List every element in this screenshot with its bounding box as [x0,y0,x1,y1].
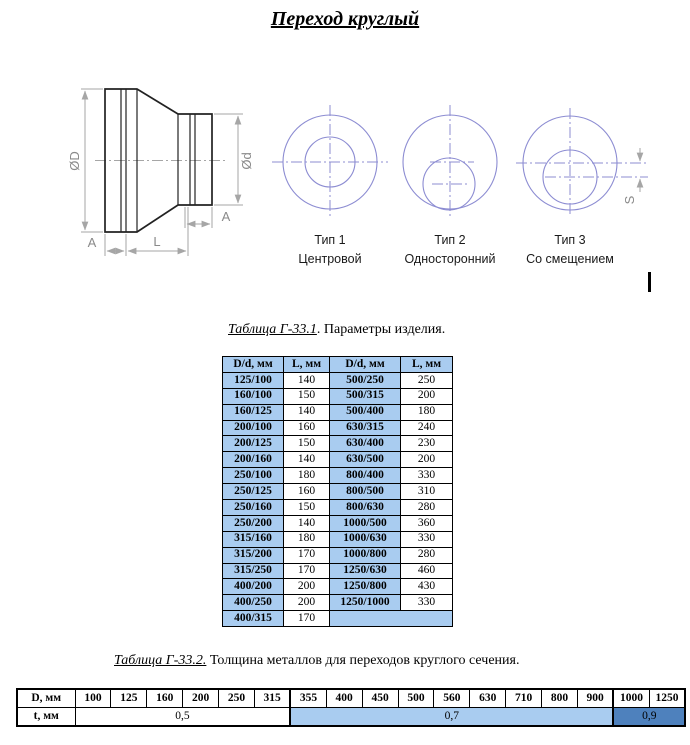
thickness-row-label: t, мм [17,708,75,727]
l-cell: 160 [284,484,330,500]
table1-row [223,452,453,468]
table2-diameter-row [17,689,685,708]
diameter-row-label: D, мм [17,689,75,708]
l-cell: 160 [284,420,330,436]
l-cell: 140 [284,515,330,531]
table1-row [223,547,453,563]
diameter-cell: 125 [111,689,147,708]
page-title: Переход круглый [270,8,420,30]
l-cell: 180 [284,531,330,547]
table1-row [223,436,453,452]
dd-cell: 160/100 [223,388,284,404]
table1-body [223,372,453,626]
thickness-cell: 0,9 [613,708,685,727]
dd-cell: 800/630 [330,500,401,516]
l-cell: 140 [284,372,330,388]
table2-thickness-row [17,708,685,727]
table1-row [223,468,453,484]
l-cell: 200 [401,388,453,404]
dd-cell: 1000/630 [330,531,401,547]
table1-row [223,563,453,579]
l-cell: 240 [401,420,453,436]
l-cell: 460 [401,563,453,579]
dd-cell: 800/400 [330,468,401,484]
dd-cell: 315/200 [223,547,284,563]
diameter-cell: 160 [147,689,183,708]
dim-label-small-diameter: Ød [239,152,254,170]
dd-cell: 400/200 [223,579,284,595]
table1-row [223,388,453,404]
table1-row [223,595,453,611]
dd-cell: 800/500 [330,484,401,500]
table1-caption [228,322,445,338]
dim-label-length: L [153,234,161,249]
l-cell: 310 [401,484,453,500]
table1-row [223,579,453,595]
technical-drawing [0,55,690,305]
dd-cell: 500/315 [330,388,401,404]
diameter-cell: 100 [75,689,111,708]
dim-label-offset: S [622,195,637,205]
dim-label-big-diameter: ØD [67,151,82,171]
dd-cell: 630/500 [330,452,401,468]
table2-caption-ref: Таблица Г-33.2. [114,653,207,668]
dd-cell: 250/200 [223,515,284,531]
table1-header-l1: L, мм [284,357,330,373]
table2-caption-text: Толщина металлов для переходов круглого сечения. [206,653,520,668]
table1-header-dd1: D/d, мм [223,357,284,373]
diameter-cell: 400 [326,689,362,708]
type1-desc: Центровой [298,252,362,266]
thickness-cell: 0,7 [290,708,613,727]
type1-name: Тип 1 [314,233,346,247]
diameter-cell: 800 [542,689,578,708]
l-cell: 200 [284,579,330,595]
diameter-cell: 630 [470,689,506,708]
l-cell: 230 [401,436,453,452]
table1-row [223,372,453,388]
l-cell: 150 [284,500,330,516]
diameter-cell: 500 [398,689,434,708]
dd-cell: 125/100 [223,372,284,388]
l-cell: 200 [401,452,453,468]
l-cell: 330 [401,595,453,611]
diameter-cell: 200 [183,689,219,708]
diameter-cell: 1000 [613,689,649,708]
table2 [16,688,686,727]
l-cell: 330 [401,531,453,547]
dd-cell: 1250/630 [330,563,401,579]
dd-cell: 400/250 [223,595,284,611]
type2-desc: Односторонний [404,252,496,266]
dd-cell: 500/250 [330,372,401,388]
table1-header-dd2: D/d, мм [330,357,401,373]
l-cell: 150 [284,388,330,404]
l-cell: 330 [401,468,453,484]
dd-cell: 250/125 [223,484,284,500]
table1-caption-ref: Таблица Г-33.1 [228,322,317,337]
diameter-cell: 355 [290,689,326,708]
dd-cell: 500/400 [330,404,401,420]
thickness-cell: 0,5 [75,708,290,727]
table1-row [223,611,453,627]
diameter-cell: 315 [254,689,290,708]
type3-diagram [516,108,648,215]
table2-body [17,689,685,726]
dd-cell: 200/160 [223,452,284,468]
table1-caption-text: . Параметры изделия. [316,322,446,337]
diameter-cell: 560 [434,689,470,708]
type-captions [298,233,613,266]
table1-row [223,515,453,531]
type3-name: Тип 3 [554,233,586,247]
l-cell: 170 [284,611,330,627]
l-cell: 140 [284,404,330,420]
table1-row [223,420,453,436]
type2-diagram [403,105,497,219]
table1-row [223,404,453,420]
type1-diagram [272,105,388,219]
dd-cell: 1250/1000 [330,595,401,611]
l-cell: 140 [284,452,330,468]
empty-merged-cell [330,611,453,627]
type2-name: Тип 2 [434,233,466,247]
l-cell: 150 [284,436,330,452]
dd-cell: 250/100 [223,468,284,484]
table1-row [223,531,453,547]
table1-header-row [223,357,453,373]
l-cell: 280 [401,500,453,516]
diameter-cell: 450 [362,689,398,708]
dd-cell: 1000/800 [330,547,401,563]
l-cell: 250 [401,372,453,388]
dd-cell: 200/125 [223,436,284,452]
dd-cell: 400/315 [223,611,284,627]
text-cursor [648,272,651,292]
l-cell: 430 [401,579,453,595]
dd-cell: 315/160 [223,531,284,547]
table1-row [223,500,453,516]
table1-header-l2: L, мм [401,357,453,373]
table2-caption [114,653,519,669]
diameter-cell: 1250 [649,689,685,708]
dd-cell: 1250/800 [330,579,401,595]
l-cell: 170 [284,547,330,563]
diameter-cell: 250 [219,689,255,708]
l-cell: 360 [401,515,453,531]
dd-cell: 250/160 [223,500,284,516]
reducer-side-view [67,89,254,256]
table1-row [223,484,453,500]
dd-cell: 200/100 [223,420,284,436]
type3-desc: Со смещением [526,252,614,266]
l-cell: 280 [401,547,453,563]
l-cell: 180 [284,468,330,484]
dim-label-a-left: A [87,235,97,250]
l-cell: 200 [284,595,330,611]
l-cell: 180 [401,404,453,420]
dd-cell: 630/315 [330,420,401,436]
l-cell: 170 [284,563,330,579]
diameter-cell: 710 [506,689,542,708]
dd-cell: 315/250 [223,563,284,579]
table1 [222,356,453,627]
dd-cell: 160/125 [223,404,284,420]
dd-cell: 1000/500 [330,515,401,531]
dd-cell: 630/400 [330,436,401,452]
dim-label-a-right: A [221,209,231,224]
diameter-cell: 900 [577,689,613,708]
